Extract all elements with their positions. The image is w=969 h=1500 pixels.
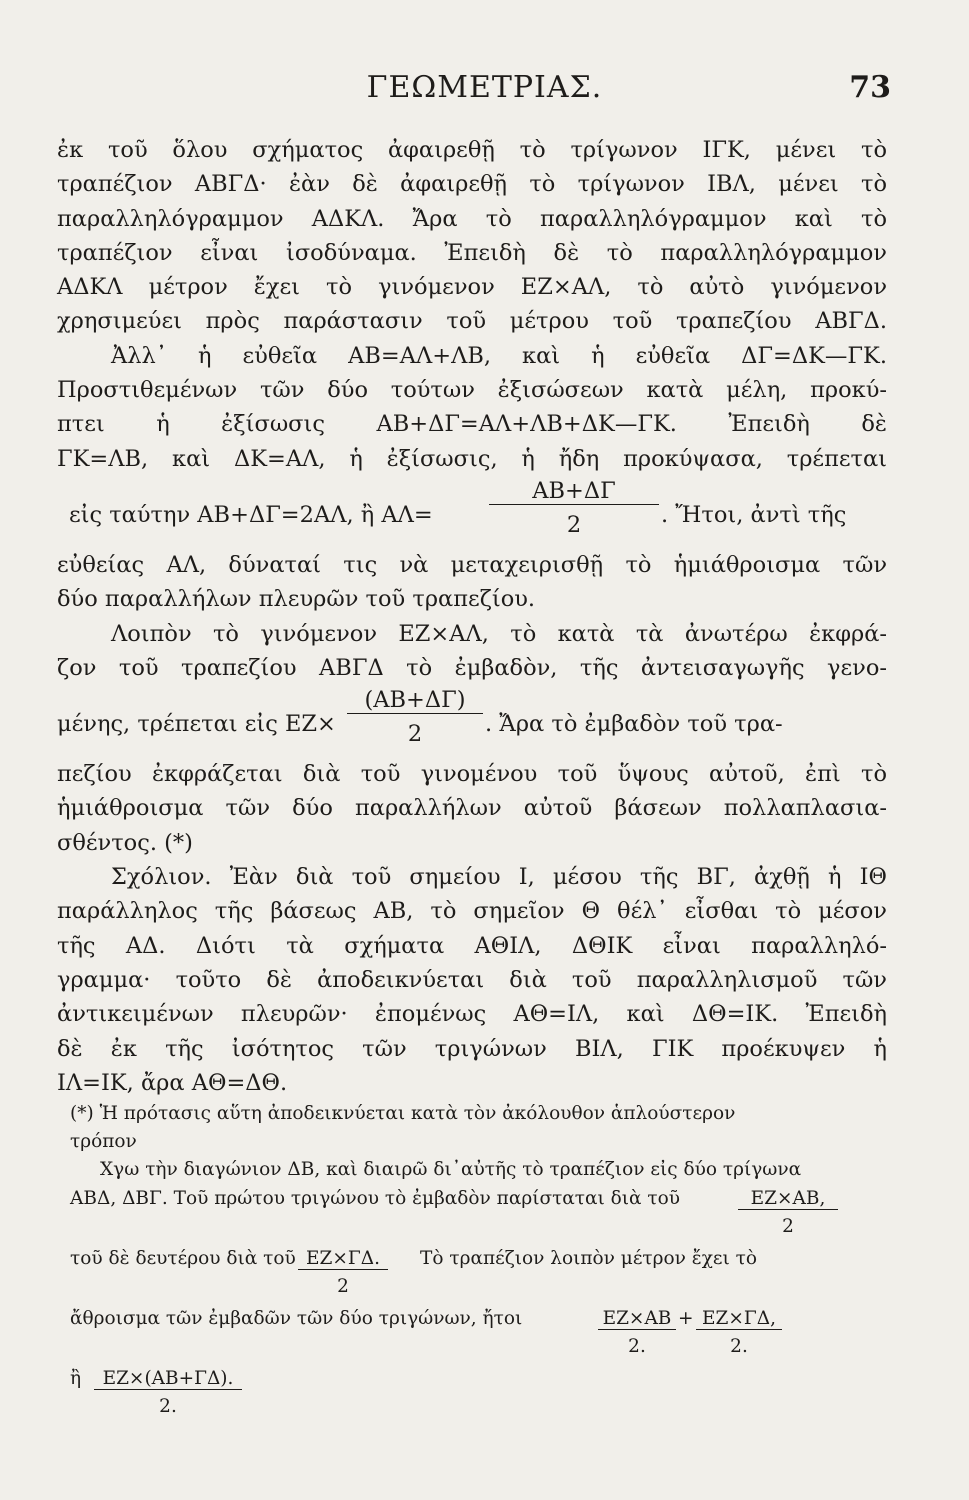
text-line: Ἀλλ᾽ ἡ εὐθεῖα ΑΒ=ΑΛ+ΛΒ, καὶ ἡ εὐθεῖα ΔΓ=ΔΚ—ΓΚ. [111, 342, 887, 369]
fraction-denominator: 2 [782, 1216, 794, 1237]
text-line: δὲ ἐκ τῆς ἰσότητος τῶν τριγώνων ΒΙΛ, ΓΙΚ προέκυψεν ἡ [57, 1035, 887, 1062]
text-line: ἐκ τοῦ ὅλου σχήματος ἀφαιρεθῇ τὸ τρίγωνον ΙΓΚ, μένει τὸ [57, 137, 887, 163]
footnote-text: ἢ [70, 1368, 82, 1389]
text-line: γραμμα· τοῦτο δὲ ἀποδεικνύεται διὰ τοῦ παραλληλισμοῦ τῶν [57, 966, 887, 993]
fraction-numerator: ΕΖ⨯ΓΔ, [696, 1308, 782, 1330]
equation-lead: μένης, τρέπεται εἰς ΕΖ⨯ [57, 711, 336, 738]
fraction-denominator: 2 [337, 1276, 349, 1297]
fraction-numerator: ΑΒ+ΔΓ [489, 478, 659, 505]
fraction-numerator: (ΑΒ+ΔΓ) [347, 687, 483, 714]
text-line: παράλληλος τῆς βάσεως ΑΒ, τὸ σημεῖον Θ θέλ᾽ εἶσθαι τὸ μέσον [57, 898, 887, 925]
footnote-text: Τὸ τραπέζιον λοιπὸν μέτρον ἔχει τὸ [420, 1248, 758, 1269]
main-text [57, 133, 887, 1100]
text-line: ΑΔΚΛ μέτρον ἔχει τὸ γινόμενον ΕΖ⨯ΑΛ, τὸ αὐτὸ γινόμενον [57, 274, 887, 301]
page-header [60, 70, 909, 118]
text-line: τραπέζιον εἶναι ἰσοδύναμα. Ἐπειδὴ δὲ τὸ παραλληλόγραμμον [57, 239, 887, 266]
text-line: χρησιμεύει πρὸς παράστασιν τοῦ μέτρου τοῦ τραπεζίου ΑΒΓΔ. [57, 308, 887, 335]
equation-tail: . Ἄρα τὸ ἐμβαδὸν τοῦ τρα- [485, 711, 783, 738]
text-line: τραπέζιον ΑΒΓΔ· ἐὰν δὲ ἀφαιρεθῇ τὸ τρίγωνον ΙΒΛ, μένει τὸ [57, 171, 887, 198]
fraction-numerator: ΕΖ⨯(ΑΒ+ΓΔ). [94, 1368, 242, 1390]
fraction-denominator: 2 [407, 721, 423, 748]
fraction-denominator: 2. [730, 1336, 748, 1357]
text-line: Σχόλιον. Ἐὰν διὰ τοῦ σημείου Ι, μέσου τῆς ΒΓ, ἀχθῇ ἡ ΙΘ [111, 864, 887, 891]
footnote-formula-row [70, 1364, 890, 1424]
footnote [70, 1100, 890, 1424]
fraction-denominator: 2 [566, 511, 582, 538]
footnote-formula-row [70, 1244, 890, 1304]
fraction-numerator: ΕΖ⨯ΑΒ [598, 1308, 676, 1330]
fraction-numerator: ΕΖ⨯ΑΒ, [738, 1188, 838, 1210]
footnote-line: (*) Ἡ πρότασις αὕτη ἀποδεικνύεται κατὰ τὸν ἀκόλουθον ἁπλούστερον [70, 1103, 736, 1124]
plus-sign: + [678, 1308, 694, 1329]
text-line: ΓΚ=ΛΒ, καὶ ΔΚ=ΑΛ, ἡ ἐξίσωσις, ἡ ἤδη προκύψασα, τρέπεται [57, 445, 887, 472]
footnote-text: ΑΒΔ, ΔΒΓ. Τοῦ πρώτου τριγώνου τὸ ἐμβαδὸν παρίσταται διὰ τοῦ [70, 1188, 681, 1209]
text-line: Λοιπὸν τὸ γινόμενον ΕΖ⨯ΑΛ, τὸ κατὰ τὰ ἀνωτέρω ἐκφρά- [111, 620, 887, 647]
equation-tail: . Ἤτοι, ἀντὶ τῆς [661, 501, 847, 528]
text-line: τῆς ΑΔ. Διότι τὰ σχήματα ΑΘΙΛ, ΔΘΙΚ εἶναι παραλληλό- [57, 932, 887, 959]
footnote-formula-row [70, 1304, 890, 1364]
footnote-text: τοῦ δὲ δευτέρου διὰ τοῦ [70, 1248, 296, 1269]
fraction-denominator: 2. [159, 1396, 177, 1417]
footnote-text: ἄθροισμα τῶν ἐμβαδῶν τῶν δύο τριγώνων, ἤτοι [70, 1308, 523, 1329]
text-line: ζον τοῦ τραπεζίου ΑΒΓΔ τὸ ἐμβαδὸν, τῆς ἀντεισαγωγῆς γενο- [57, 654, 887, 681]
fraction-numerator: ΕΖ⨯ΓΔ. [298, 1248, 388, 1270]
equation-lead: εἰς ταύτην ΑΒ+ΔΓ=2ΑΛ, ἢ ΑΛ= [69, 501, 433, 528]
text-line: παραλληλόγραμμον ΑΔΚΛ. Ἄρα τὸ παραλληλόγραμμον καὶ τὸ [57, 205, 887, 232]
footnote-line: Χγω τὴν διαγώνιον ΔΒ, καὶ διαιρῶ δι᾽αὐτῆς τὸ τραπέζιον εἰς δύο τρίγωνα [100, 1159, 802, 1180]
text-line: ἡμιάθροισμα τῶν δύο παραλλήλων αὐτοῦ βάσεων πολλαπλασια- [57, 795, 887, 822]
text-line: σθέντος. (*) [57, 829, 193, 856]
text-line: πεζίου ἐκφράζεται διὰ τοῦ γινομένου τοῦ ὕψους αὐτοῦ, ἐπὶ τὸ [57, 761, 887, 788]
footnote-line: τρόπον [70, 1131, 137, 1152]
equation-row [57, 476, 887, 548]
text-line: δύο παραλλήλων πλευρῶν τοῦ τραπεζίου. [57, 586, 536, 613]
footnote-formula-row [70, 1184, 890, 1244]
running-title: ΓΕΩΜΕΤΡΙΑΣ. [366, 70, 603, 105]
text-line: εὐθείας ΑΛ, δύναταί τις νὰ μεταχειρισθῇ τὸ ἡμιάθροισμα τῶν [57, 551, 887, 578]
text-line: ΙΛ=ΙΚ, ἄρα ΑΘ=ΔΘ. [57, 1069, 288, 1096]
fraction-denominator: 2. [628, 1336, 646, 1357]
equation-row [57, 685, 887, 757]
text-line: Προστιθεμένων τῶν δύο τούτων ἐξισώσεων κατὰ μέλη, προκύ- [57, 377, 887, 404]
text-line: πτει ἡ ἐξίσωσις ΑΒ+ΔΓ=ΑΛ+ΛΒ+ΔΚ—ΓΚ. Ἐπειδὴ δὲ [57, 411, 887, 438]
page-number: 73 [849, 70, 891, 105]
text-line: ἀντικειμένων πλευρῶν· ἐπομένως ΑΘ=ΙΛ, καὶ ΔΘ=ΙΚ. Ἐπειδὴ [57, 1001, 887, 1028]
